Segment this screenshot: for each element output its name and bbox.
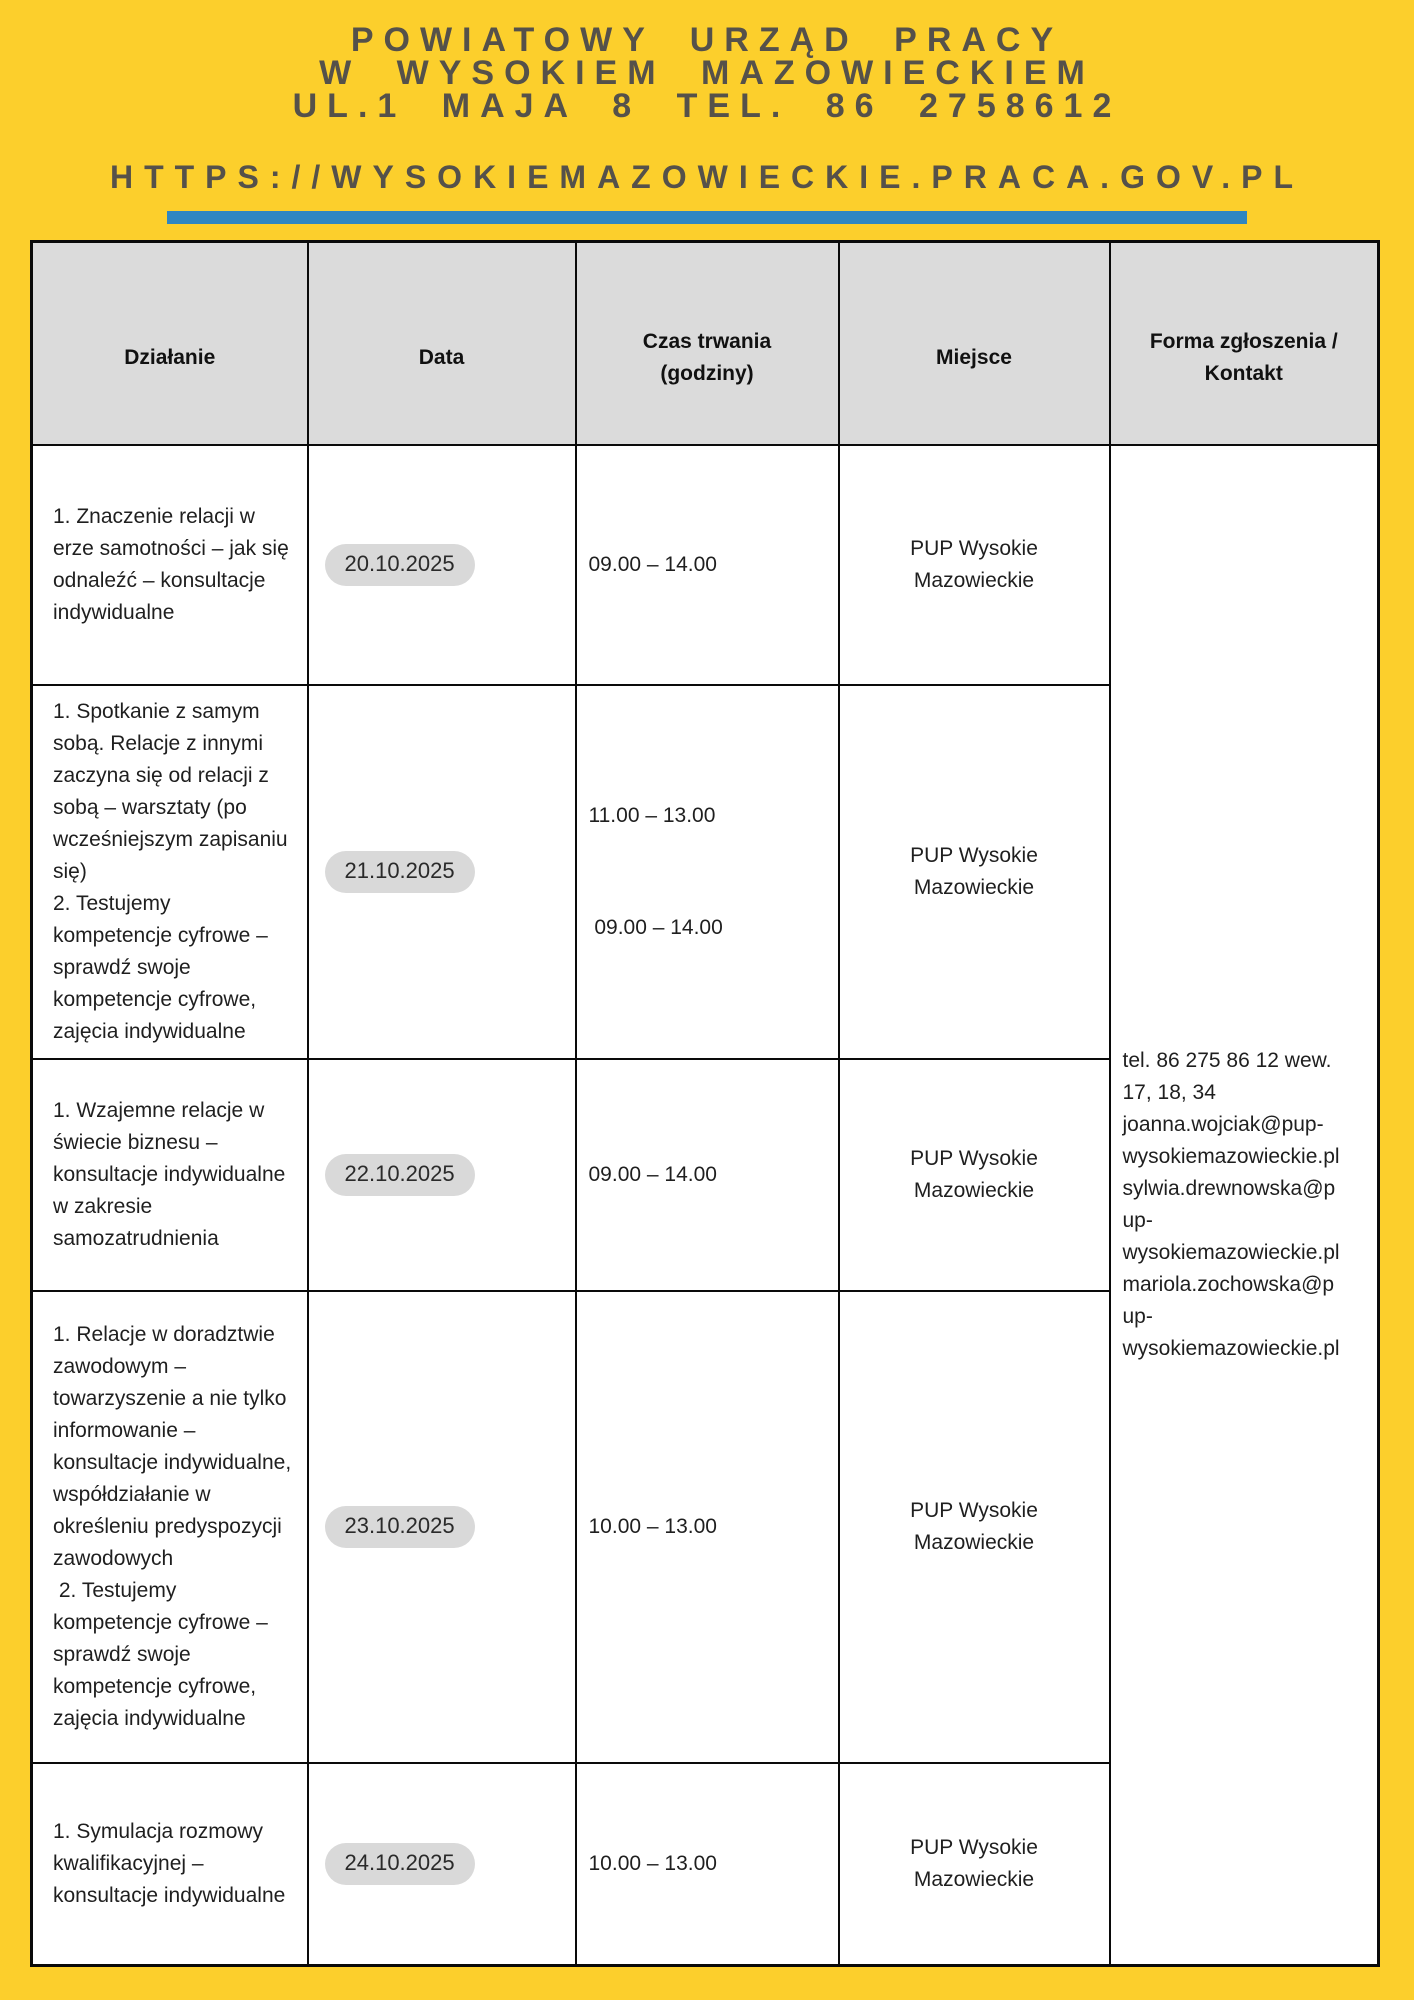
header-text: Forma zgłoszenia / (1149, 330, 1338, 354)
date-badge: 22.10.2025 (325, 1154, 475, 1196)
date-badge: 21.10.2025 (325, 851, 475, 893)
header-text: Czas trwania (642, 330, 772, 354)
activity-cell (32, 1763, 308, 1966)
date-cell (308, 685, 576, 1059)
time-cell (576, 445, 839, 685)
date-badge: 23.10.2025 (325, 1506, 475, 1548)
contact-cell (1110, 445, 1379, 1966)
org-website-url: HTTPS://WYSOKIEMAZOWIECKIE.PRACA.GOV.PL (109, 159, 1305, 195)
activity-text: 2. Testujemy kompetencje cyfrowe – sprawdź swoje kompetencje cyfrowe, zajęcia indywidualne (53, 891, 274, 1043)
org-title (0, 21, 1414, 125)
activity-text: 1. Znaczenie relacji w erze samotności – jak się odnaleźć – konsultacje indywidualne (53, 504, 295, 624)
column-header-contact (1110, 242, 1379, 445)
place-cell: PUP Wysokie Mazowieckie (839, 1291, 1110, 1763)
activity-text: 1. Relacje w doradztwie zawodowym – towarzyszenie a nie tylko informowanie – konsultacje indywidualne, współdziałanie w określeniu predyspozycji zawodowych (53, 1322, 297, 1570)
time-cell (576, 1763, 839, 1966)
date-cell (308, 1059, 576, 1291)
header-text: Kontakt (1204, 362, 1283, 386)
time-cell (576, 1291, 839, 1763)
time-text: 10.00 – 13.00 (588, 1514, 717, 1538)
schedule-table (30, 240, 1380, 1967)
place-cell: PUP Wysokie Mazowieckie (839, 1763, 1110, 1966)
org-title-line: W WYSOKIEM MAZOWIECKIEM (319, 54, 1095, 92)
header-text: Działanie (124, 346, 216, 370)
header-text: Miejsce (936, 346, 1012, 370)
table-row (32, 445, 1379, 685)
time-text: 10.00 – 13.00 (588, 1851, 717, 1875)
contact-text: sylwia.drewnowska@pup-wysokiemazowieckie.pl (1122, 1176, 1340, 1264)
place-cell: PUP Wysokie Mazowieckie (839, 445, 1110, 685)
activity-text: 1. Spotkanie z samym sobą. Relacje z innymi zaczyna się od relacji z sobą – warsztaty (po wcześniejszym zapisaniu się) (53, 699, 294, 883)
time-text: 09.00 – 14.00 (588, 552, 717, 576)
place-cell: PUP Wysokie Mazowieckie (839, 1059, 1110, 1291)
contact-text: mariola.zochowska@pup-wysokiemazowieckie.pl (1122, 1272, 1340, 1360)
masthead (0, 0, 1414, 224)
date-badge: 20.10.2025 (325, 544, 475, 586)
activity-text: 1. Symulacja rozmowy kwalifikacyjnej – konsultacje indywidualne (53, 1819, 286, 1907)
activity-cell (32, 1059, 308, 1291)
time-text: 09.00 – 14.00 (588, 915, 723, 939)
date-cell (308, 1763, 576, 1966)
org-title-line: POWIATOWY URZĄD PRACY (350, 21, 1064, 59)
time-cell (576, 685, 839, 1059)
time-cell (576, 1059, 839, 1291)
time-text: 09.00 – 14.00 (588, 1162, 717, 1186)
activity-cell (32, 685, 308, 1059)
column-header-activity (32, 242, 308, 445)
activity-text: 1. Wzajemne relacje w świecie biznesu – konsultacje indywidualne w zakresie samozatrudnienia (53, 1098, 292, 1250)
org-title-line: UL.1 MAJA 8 TEL. 86 2758612 (292, 87, 1122, 125)
date-cell (308, 445, 576, 685)
column-header-date (308, 242, 576, 445)
activity-text: 2. Testujemy kompetencje cyfrowe – sprawdź swoje kompetencje cyfrowe, zajęcia indywidualne (53, 1578, 274, 1730)
blue-divider-bar (167, 211, 1247, 224)
column-header-duration (576, 242, 839, 445)
header-text: (godziny) (660, 362, 754, 386)
place-cell: PUP Wysokie Mazowieckie (839, 685, 1110, 1059)
contact-text: joanna.wojciak@pup-wysokiemazowieckie.pl (1122, 1112, 1340, 1168)
table-header-row (32, 242, 1379, 445)
column-header-place (839, 242, 1110, 445)
activity-cell (32, 1291, 308, 1763)
time-text: 11.00 – 13.00 (588, 803, 716, 827)
header-text: Data (418, 346, 465, 370)
activity-cell (32, 445, 308, 685)
date-cell (308, 1291, 576, 1763)
date-badge: 24.10.2025 (325, 1843, 475, 1885)
contact-text: tel. 86 275 86 12 wew. 17, 18, 34 (1122, 1048, 1332, 1104)
